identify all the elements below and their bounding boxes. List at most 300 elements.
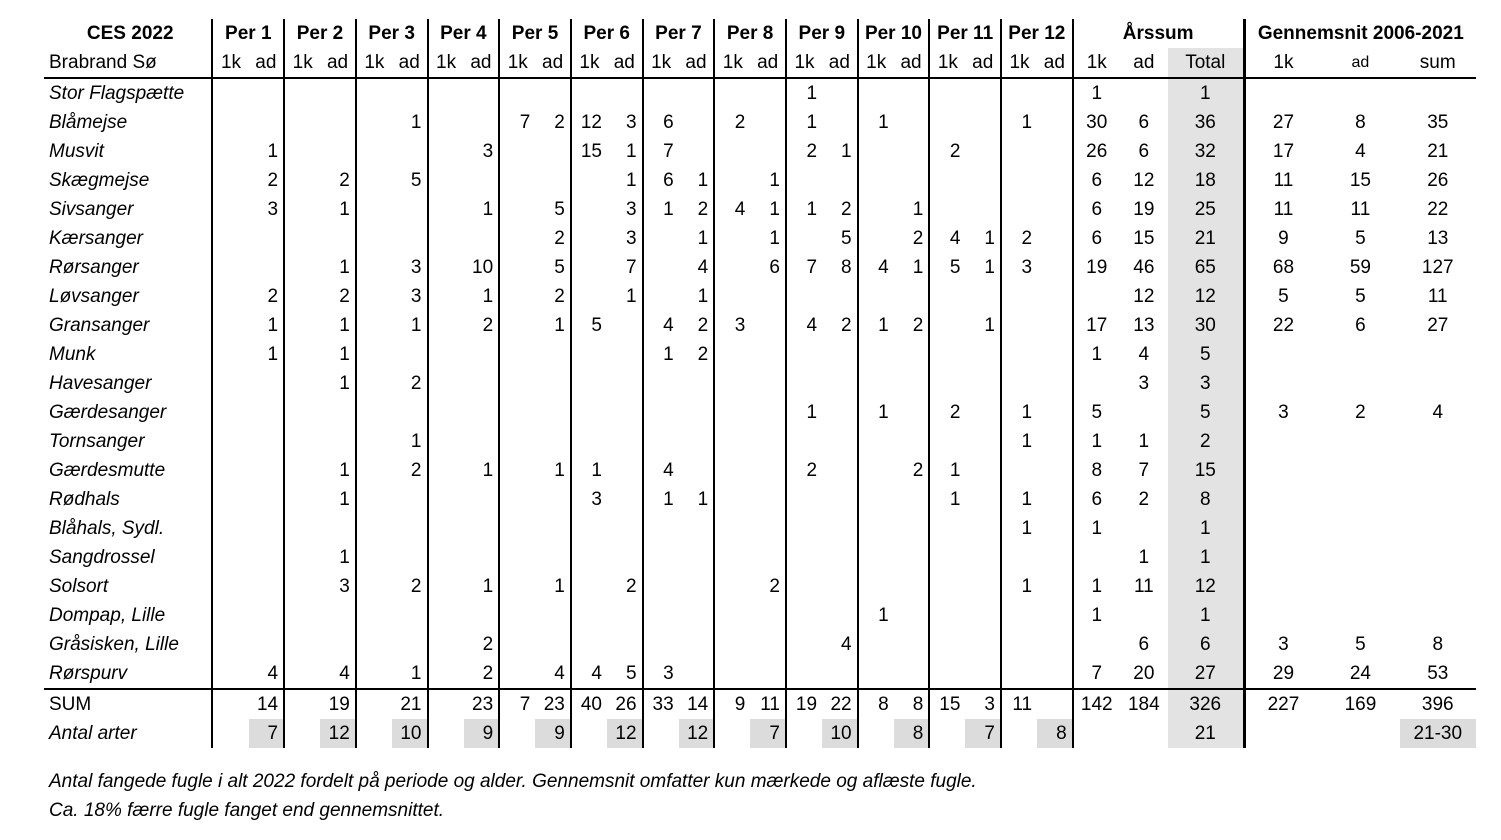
count-cell: 17 <box>1073 311 1120 340</box>
count-cell: 1 <box>984 257 995 278</box>
count-cell <box>571 601 607 630</box>
count-cell: 1 <box>858 108 894 137</box>
count-cell <box>1321 78 1399 108</box>
count-cell <box>714 572 750 601</box>
count-cell <box>750 369 786 398</box>
table-row <box>44 311 1476 340</box>
count-cell <box>750 282 786 311</box>
age-1k-label: 1k <box>714 48 750 78</box>
count-cell <box>249 543 285 572</box>
count-cell <box>212 224 248 253</box>
species-count-pad <box>714 719 750 748</box>
count-cell: 2 <box>339 286 350 307</box>
count-cell: 1 <box>786 78 822 108</box>
species-count-pad <box>1321 719 1399 748</box>
count-cell: 4 <box>858 253 894 282</box>
count-cell: 6 <box>1355 315 1366 336</box>
species-count-pad <box>571 719 607 748</box>
count-cell: 3 <box>1244 630 1321 659</box>
count-cell <box>822 166 858 195</box>
count-cell <box>965 485 1001 514</box>
count-cell <box>320 630 356 659</box>
count-cell: 4 <box>643 456 679 485</box>
species-count-cell: 12 <box>679 719 715 748</box>
count-cell <box>392 78 428 108</box>
count-cell: 2 <box>410 373 422 394</box>
count-cell <box>1001 166 1037 195</box>
age-ad-label: ad <box>1037 48 1073 78</box>
count-cell: 2 <box>841 199 852 220</box>
count-cell <box>714 427 750 456</box>
count-cell <box>929 195 965 224</box>
count-cell: 1 <box>786 108 822 137</box>
count-cell <box>965 601 1001 630</box>
count-cell <box>535 398 571 427</box>
count-cell: 1 <box>571 456 607 485</box>
count-cell: 1 <box>482 576 494 597</box>
count-cell: 5 <box>1355 634 1366 655</box>
count-cell <box>392 514 428 543</box>
count-cell <box>464 398 500 427</box>
count-cell: 4 <box>786 311 822 340</box>
count-cell: 8 <box>1168 485 1244 514</box>
age-1k-label: 1k <box>499 48 535 78</box>
table-row <box>44 78 1476 108</box>
count-cell <box>535 485 571 514</box>
count-cell <box>858 630 894 659</box>
count-cell <box>750 543 786 572</box>
count-cell <box>499 224 535 253</box>
count-cell: 12 <box>1168 282 1244 311</box>
count-cell <box>356 572 392 601</box>
count-cell: 15 <box>1133 228 1155 249</box>
species-total-cell: 21 <box>1168 719 1244 748</box>
count-cell: 1 <box>1001 108 1037 137</box>
species-name: Stor Flagspætte <box>49 83 185 104</box>
count-cell <box>679 601 715 630</box>
avg-1k-label: 1k <box>1244 48 1321 78</box>
count-cell <box>212 282 248 311</box>
count-cell <box>607 311 643 340</box>
count-cell: 1 <box>769 228 780 249</box>
count-cell <box>212 659 248 689</box>
count-cell: 10 <box>472 257 494 278</box>
count-cell <box>750 311 786 340</box>
count-cell <box>356 456 392 485</box>
count-cell <box>535 340 571 369</box>
species-count-cell: 12 <box>607 719 643 748</box>
table-row <box>44 456 1476 485</box>
count-cell <box>571 630 607 659</box>
count-cell <box>428 630 464 659</box>
count-cell: 12 <box>571 108 607 137</box>
species-name: Sangdrossel <box>49 547 155 568</box>
count-cell <box>679 369 715 398</box>
count-cell: 22 <box>1427 199 1449 220</box>
count-cell <box>499 311 535 340</box>
count-cell <box>965 282 1001 311</box>
species-count-cell: 9 <box>535 719 571 748</box>
count-cell <box>894 427 930 456</box>
count-cell <box>822 369 858 398</box>
count-cell: 1 <box>339 344 350 365</box>
count-cell <box>392 137 428 166</box>
count-cell: 17 <box>1244 137 1321 166</box>
count-cell: 1 <box>697 286 709 307</box>
species-count-cell: 7 <box>249 719 285 748</box>
count-cell <box>607 485 643 514</box>
count-cell <box>392 485 428 514</box>
count-cell <box>1244 572 1321 601</box>
count-cell <box>858 282 894 311</box>
count-cell <box>1321 340 1399 369</box>
count-cell: 7 <box>643 137 679 166</box>
count-cell: 3 <box>1244 398 1321 427</box>
count-cell <box>356 543 392 572</box>
count-cell <box>894 543 930 572</box>
count-cell: 1 <box>482 286 494 307</box>
age-1k-label: 1k <box>571 48 607 78</box>
count-cell <box>1400 78 1476 108</box>
period-header-11: Per 11 <box>929 19 1001 48</box>
count-cell <box>1001 137 1037 166</box>
count-cell <box>499 630 535 659</box>
count-cell <box>249 78 285 108</box>
count-cell <box>1037 689 1073 719</box>
count-cell <box>643 427 679 456</box>
count-cell: 3 <box>1001 253 1037 282</box>
arssum-1k-label: 1k <box>1073 48 1120 78</box>
count-cell: 5 <box>1244 282 1321 311</box>
count-cell: 5 <box>554 257 565 278</box>
count-cell <box>786 427 822 456</box>
count-cell: 1 <box>912 257 924 278</box>
count-cell <box>786 514 822 543</box>
count-cell: 7 <box>786 253 822 282</box>
count-cell: 4 <box>841 634 852 655</box>
count-cell <box>607 340 643 369</box>
count-cell <box>822 398 858 427</box>
count-cell <box>571 224 607 253</box>
count-cell: 7 <box>499 108 535 137</box>
count-cell: 27 <box>1168 659 1244 689</box>
count-cell: 6 <box>1138 112 1150 133</box>
count-cell <box>464 601 500 630</box>
count-cell <box>1001 311 1037 340</box>
count-cell <box>786 166 822 195</box>
count-cell <box>786 659 822 689</box>
count-cell <box>249 456 285 485</box>
count-cell <box>929 659 965 689</box>
count-cell: 2 <box>1355 402 1366 423</box>
count-cell <box>822 485 858 514</box>
species-count-cell: 7 <box>965 719 1001 748</box>
count-cell <box>212 137 248 166</box>
count-cell: 6 <box>1073 166 1120 195</box>
count-cell: 227 <box>1244 689 1321 719</box>
count-cell: 6 <box>1138 634 1150 655</box>
count-cell: 4 <box>714 195 750 224</box>
count-cell: 1 <box>984 315 995 336</box>
species-name: Musvit <box>49 141 104 162</box>
count-cell: 7 <box>625 257 637 278</box>
count-cell: 6 <box>769 257 780 278</box>
count-cell: 8 <box>858 689 894 719</box>
count-cell: 3 <box>267 199 279 220</box>
species-name: Havesanger <box>49 373 152 394</box>
count-cell: 14 <box>679 689 715 719</box>
footnote-1: Antal fangede fugle i alt 2022 fordelt på periode og alder. Gennemsnit omfatter kun mærkede og aflæste fugle. <box>49 771 977 792</box>
count-cell: 46 <box>1133 257 1155 278</box>
count-cell <box>284 369 320 398</box>
table-row <box>44 659 1476 689</box>
count-cell: 2 <box>410 576 422 597</box>
count-cell: 4 <box>339 663 350 684</box>
count-cell: 40 <box>571 689 607 719</box>
count-cell <box>822 427 858 456</box>
count-cell <box>1321 601 1399 630</box>
count-cell: 4 <box>697 257 709 278</box>
count-cell <box>607 78 643 108</box>
count-cell <box>284 427 320 456</box>
count-cell <box>284 340 320 369</box>
count-cell: 15 <box>929 689 965 719</box>
count-cell <box>1037 166 1073 195</box>
count-cell <box>284 689 320 719</box>
count-cell: 15 <box>571 137 607 166</box>
count-cell <box>284 282 320 311</box>
count-cell: 3 <box>625 112 637 133</box>
count-cell: 1 <box>482 460 494 481</box>
species-count-pad <box>428 719 464 748</box>
count-cell <box>679 398 715 427</box>
count-cell: 9 <box>714 689 750 719</box>
count-cell: 1 <box>1073 572 1120 601</box>
count-cell <box>284 253 320 282</box>
count-cell <box>212 78 248 108</box>
table-row <box>44 253 1476 282</box>
count-cell: 1 <box>1001 514 1037 543</box>
count-cell: 326 <box>1168 689 1244 719</box>
count-cell <box>714 456 750 485</box>
count-cell: 19 <box>1133 199 1155 220</box>
count-cell <box>965 78 1001 108</box>
count-cell <box>822 78 858 108</box>
count-cell <box>571 195 607 224</box>
count-cell <box>499 427 535 456</box>
count-cell <box>965 340 1001 369</box>
species-count-cell: 8 <box>894 719 930 748</box>
count-cell: 19 <box>1073 253 1120 282</box>
count-cell: 21 <box>1427 141 1449 162</box>
count-cell: 30 <box>1168 311 1244 340</box>
count-cell: 5 <box>571 311 607 340</box>
count-cell: 2 <box>929 398 965 427</box>
count-cell: 59 <box>1349 257 1371 278</box>
count-cell <box>679 659 715 689</box>
count-cell: 7 <box>1073 659 1120 689</box>
count-cell <box>965 572 1001 601</box>
count-cell <box>212 456 248 485</box>
count-cell <box>858 137 894 166</box>
count-cell: 2 <box>786 456 822 485</box>
count-cell: 13 <box>1427 228 1449 249</box>
count-cell <box>1037 514 1073 543</box>
count-cell <box>212 166 248 195</box>
species-count-pad <box>1073 719 1120 748</box>
count-cell <box>750 398 786 427</box>
age-1k-label: 1k <box>858 48 894 78</box>
count-cell <box>1400 543 1476 572</box>
period-header-9: Per 9 <box>786 19 858 48</box>
count-cell <box>1037 572 1073 601</box>
species-count-pad <box>786 719 822 748</box>
count-cell <box>894 137 930 166</box>
count-cell <box>1037 282 1073 311</box>
count-cell: 2 <box>1001 224 1037 253</box>
age-ad-label: ad <box>822 48 858 78</box>
count-cell <box>1073 282 1120 311</box>
count-cell <box>714 485 750 514</box>
count-cell: 1 <box>1168 601 1244 630</box>
count-cell <box>1244 340 1321 369</box>
age-1k-label: 1k <box>356 48 392 78</box>
count-cell <box>1001 659 1037 689</box>
count-cell <box>1001 369 1037 398</box>
count-cell <box>1001 282 1037 311</box>
count-cell <box>965 166 1001 195</box>
count-cell <box>499 340 535 369</box>
count-cell <box>284 195 320 224</box>
count-cell <box>894 282 930 311</box>
count-cell: 2 <box>267 170 279 191</box>
count-cell <box>714 224 750 253</box>
count-cell: 11 <box>1244 195 1321 224</box>
count-cell <box>212 427 248 456</box>
count-cell <box>1244 601 1321 630</box>
count-cell: 1 <box>410 663 422 684</box>
count-cell: 2 <box>786 137 822 166</box>
count-cell <box>1037 195 1073 224</box>
count-cell: 2 <box>697 315 709 336</box>
count-cell <box>284 166 320 195</box>
count-cell <box>284 224 320 253</box>
count-cell <box>428 137 464 166</box>
count-cell: 1 <box>482 199 494 220</box>
count-cell: 3 <box>339 576 350 597</box>
arssum-header: Årssum <box>1073 19 1244 48</box>
count-cell: 25 <box>1168 195 1244 224</box>
count-cell <box>1244 514 1321 543</box>
count-cell: 11 <box>1133 576 1154 597</box>
species-count-pad <box>643 719 679 748</box>
count-cell <box>320 398 356 427</box>
period-header-4: Per 4 <box>428 19 500 48</box>
species-count-cell: 10 <box>392 719 428 748</box>
species-name: Blåhals, Sydl. <box>49 518 165 539</box>
period-header-1: Per 1 <box>212 19 284 48</box>
count-cell <box>822 543 858 572</box>
table-row <box>44 630 1476 659</box>
count-cell <box>894 514 930 543</box>
count-cell <box>535 137 571 166</box>
count-cell <box>249 514 285 543</box>
count-cell: 2 <box>482 634 494 655</box>
count-cell <box>284 137 320 166</box>
count-cell: 1 <box>858 311 894 340</box>
count-cell: 4 <box>929 224 965 253</box>
count-cell <box>499 78 535 108</box>
count-cell <box>786 369 822 398</box>
count-cell <box>714 282 750 311</box>
count-cell: 1 <box>912 199 924 220</box>
count-cell <box>428 108 464 137</box>
count-cell <box>356 369 392 398</box>
count-cell <box>1120 601 1168 630</box>
count-cell: 5 <box>554 199 565 220</box>
count-cell <box>1073 630 1120 659</box>
species-count-pad <box>929 719 965 748</box>
count-cell: 7 <box>1138 460 1150 481</box>
count-cell: 26 <box>1073 137 1120 166</box>
count-cell <box>392 195 428 224</box>
count-cell: 1 <box>554 315 565 336</box>
count-cell <box>499 456 535 485</box>
count-cell <box>607 427 643 456</box>
species-count-cell: 10 <box>822 719 858 748</box>
table-row <box>44 572 1476 601</box>
count-cell <box>1037 543 1073 572</box>
count-cell: 6 <box>643 108 679 137</box>
count-cell <box>249 398 285 427</box>
count-cell <box>929 572 965 601</box>
count-cell <box>894 108 930 137</box>
count-cell: 9 <box>1244 224 1321 253</box>
count-cell: 1 <box>697 489 709 510</box>
count-cell <box>284 572 320 601</box>
count-cell <box>428 166 464 195</box>
count-cell <box>1037 369 1073 398</box>
period-header-5: Per 5 <box>499 19 571 48</box>
count-cell: 12 <box>1168 572 1244 601</box>
count-cell: 5 <box>841 228 852 249</box>
age-ad-label: ad <box>965 48 1001 78</box>
count-cell <box>212 689 248 719</box>
count-cell <box>714 340 750 369</box>
count-cell <box>571 572 607 601</box>
count-cell <box>284 108 320 137</box>
age-1k-label: 1k <box>284 48 320 78</box>
count-cell <box>428 282 464 311</box>
count-cell <box>894 78 930 108</box>
table-row <box>44 137 1476 166</box>
count-cell: 1 <box>929 456 965 485</box>
species-avg-cell: 21-30 <box>1400 719 1476 748</box>
species-count-label: Antal arter <box>49 723 137 744</box>
count-cell: 142 <box>1073 689 1120 719</box>
species-count-pad <box>1001 719 1037 748</box>
count-cell <box>428 572 464 601</box>
count-cell: 24 <box>1349 663 1371 684</box>
count-cell: 1 <box>697 228 709 249</box>
count-cell: 1 <box>554 460 565 481</box>
count-cell: 1 <box>984 228 995 249</box>
gennemsnit-header: Gennemsnit 2006-2021 <box>1244 19 1476 48</box>
count-cell: 1 <box>929 485 965 514</box>
count-cell: 4 <box>571 659 607 689</box>
count-cell: 1 <box>1001 572 1037 601</box>
count-cell <box>679 630 715 659</box>
